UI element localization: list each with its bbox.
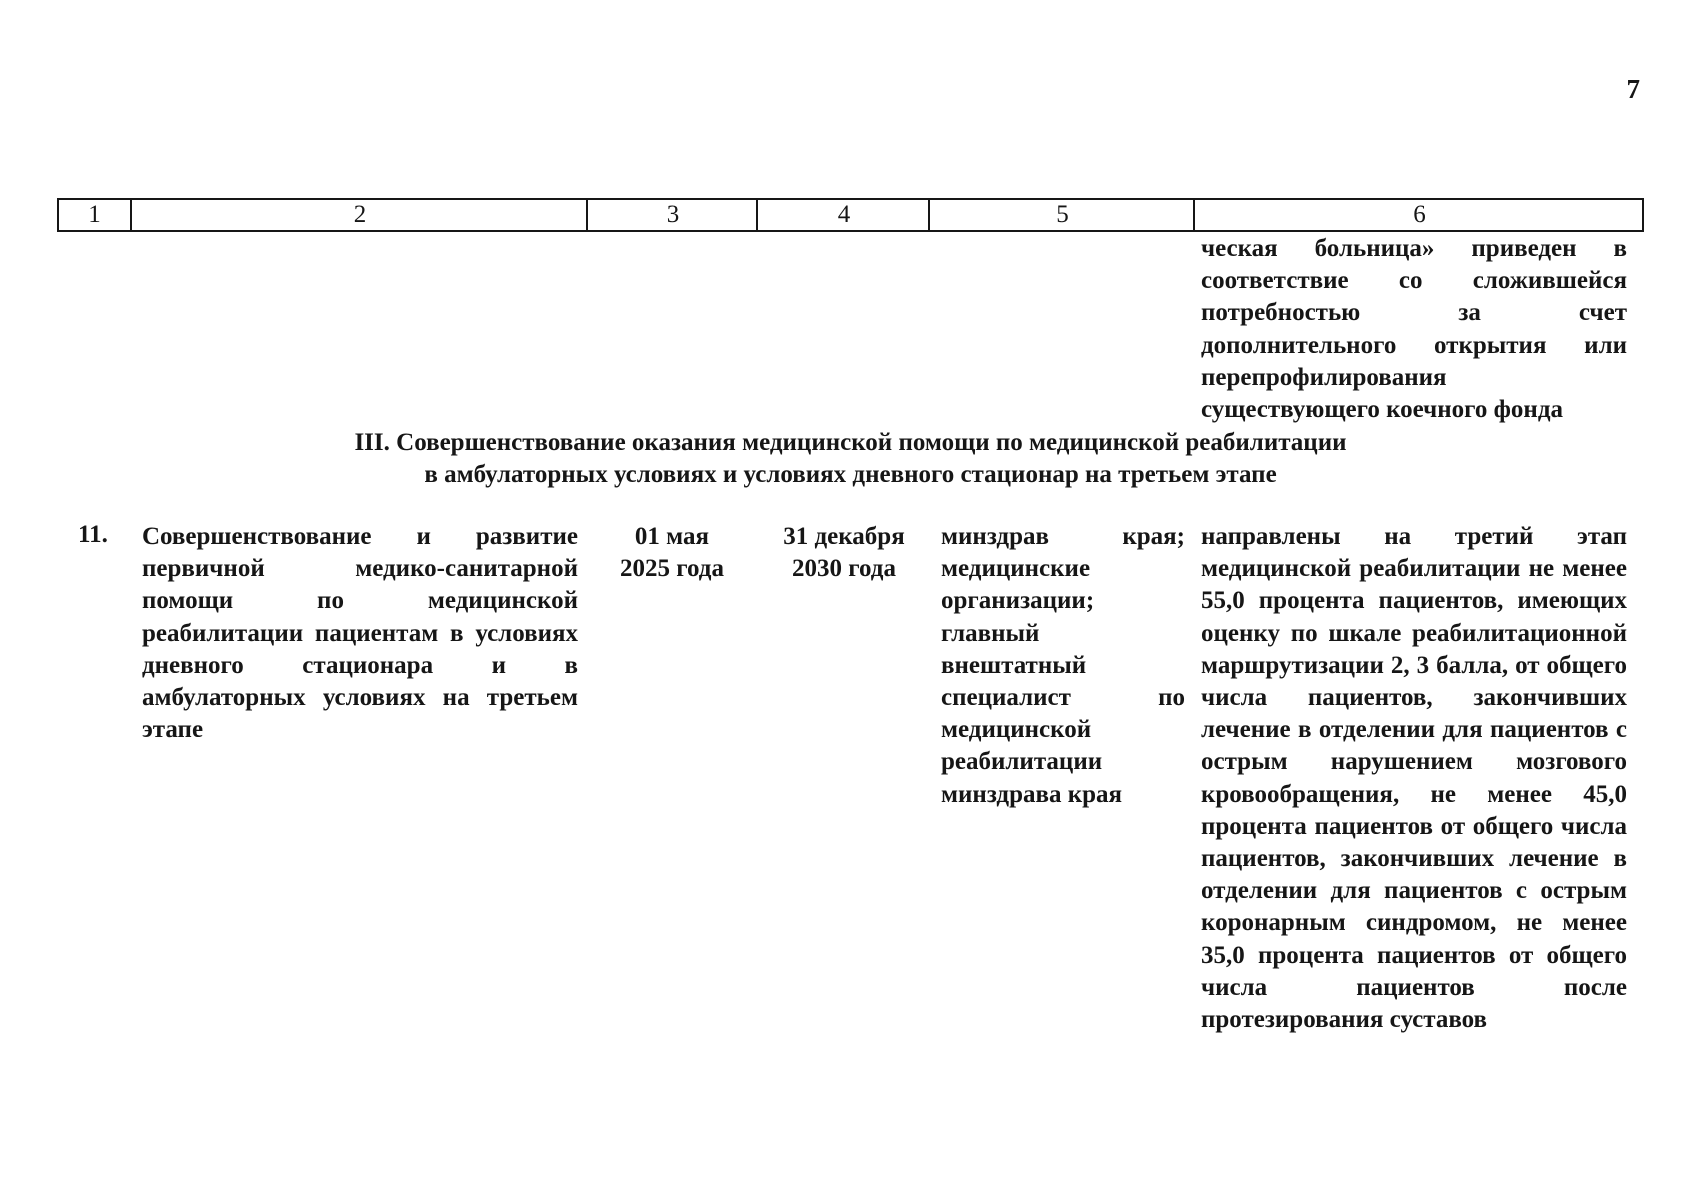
row-start-date [596, 521, 748, 585]
row-start-date-line2: 2025 года [620, 555, 724, 583]
section-heading [57, 427, 1644, 491]
table-column-header-row [57, 198, 1644, 232]
column-header-1: 1 [88, 201, 101, 228]
row-start-date-line1: 01 мая [634, 523, 710, 550]
section-heading-line1: III. Совершенствование оказания медицинской помощи по медицинской реабилитации [354, 429, 1347, 456]
column-header-6: 6 [1193, 200, 1644, 230]
row-end-date [760, 521, 928, 585]
column-header-4: 4 [756, 200, 930, 230]
section-heading-line2: в амбулаторных условиях и условиях дневного стационар на третьем этапе [424, 461, 1277, 488]
row-end-date-line2: 2030 года [792, 555, 896, 583]
row-end-date-line1: 31 декабря [783, 523, 905, 550]
row-result: направлены на третий этап медицинской реабилитации не менее 55,0 процента пациентов, имеющих оценку по шкале реабилитационной маршрутизации 2, 3 балла, от общего числа пациентов, закончивших лечение в отделении для пациентов с острым нарушением мозгового кровообращения, не менее 45,0 процента пациентов от общего числа пациентов, закончивших лечение в отделении для пациентов с острым коронарным синдромом, не менее 35,0 процента пациентов от общего числа пациентов после протезирования суставов [1201, 523, 1627, 1034]
column-header-5: 5 [928, 200, 1195, 230]
column-header-3: 3 [586, 200, 758, 230]
column-header-2: 2 [130, 200, 588, 230]
row-responsible: минздрав края; медицинские организации; главный внештатный специалист по медицинской реабилитации минздрава края [941, 523, 1185, 808]
continuation-text-col6: ческая больница» приведен в соответствие со сложившейся потребностью за счет дополнительного открытия или перепрофилирования существующего коечного фонда [1201, 235, 1627, 424]
row-description: Совершенствование и развитие первичной медико-санитарной помощи по медицинской реабилитации пациентам в условиях дневного стационара и в амбулаторных условиях на третьем этапе [142, 523, 578, 744]
page-number: 7 [1626, 74, 1640, 104]
row-number: 11. [78, 521, 108, 548]
